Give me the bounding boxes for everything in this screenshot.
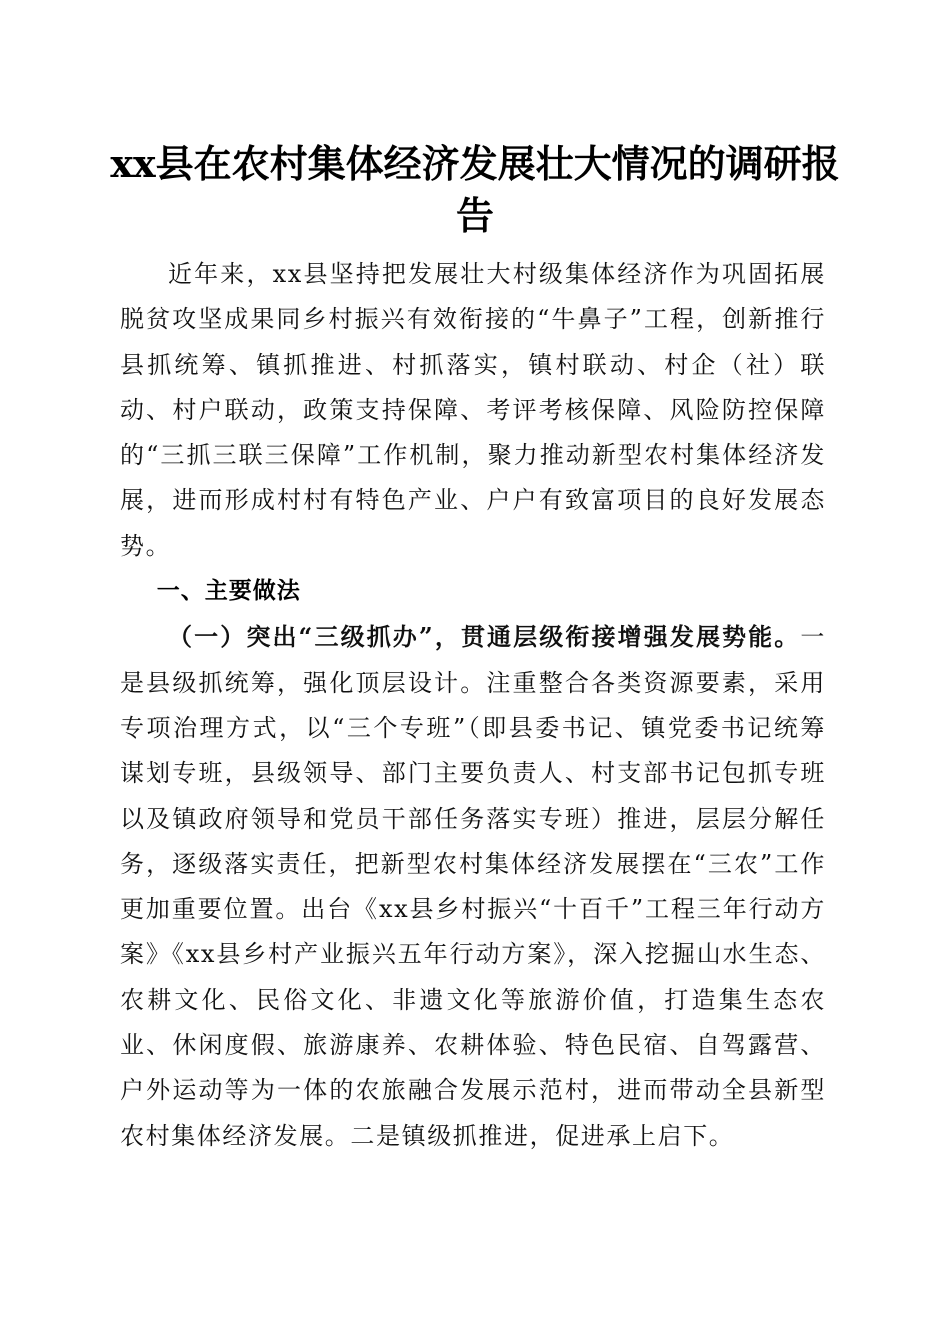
subsection-heading: （一）突出“三级抓办”，贯通层级衔接增强发展势能。 [168,622,801,652]
intro-paragraph: 近年来，xx县坚持把发展壮大村级集体经济作为巩固拓展脱贫攻坚成果同乡村振兴有效衔接的“牛鼻子”工程，创新推行县抓统筹、镇抓推进、村抓落实，镇村联动、村企（社）联动、村户联动，政策支持保障、考评考核保障、风险防控保障的“三抓三联三保障”工作机制，聚力推动新型农村集体经济发展，进而形成村村有特色产业、户户有致富项目的良好发展态势。 [120,260,826,560]
document-body [120,252,826,1159]
document-title: xx县在农村集体经济发展壮大情况的调研报告 [110,141,840,238]
section-heading-main-practices: 一、主要做法 [156,578,301,605]
subsection-body: 一是县级抓统筹，强化顶层设计。注重整合各类资源要素，采用专项治理方式，以“三个专班”（即县委书记、镇党委书记统筹谋划专班，县级领导、部门主要负责人、村支部书记包抓专班以及镇政府领导和党员干部任务落实专班）推进，层层分解任务，逐级落实责任，把新型农村集体经济发展摆在“三农”工作更加重要位置。出台《xx县乡村振兴“十百千”工程三年行动方案》《xx县乡村产业振兴五年行动方案》，深入挖掘山水生态、农耕文化、民俗文化、非遗文化等旅游价值，打造集生态农业、休闲度假、旅游康养、农耕体验、特色民宿、自驾露营、户外运动等为一体的农旅融合发展示范村，进而带动全县新型农村集体经济发展。二是镇级抓推进，促进承上启下。 [120,623,826,1150]
section1-paragraph-1 [120,614,826,1159]
